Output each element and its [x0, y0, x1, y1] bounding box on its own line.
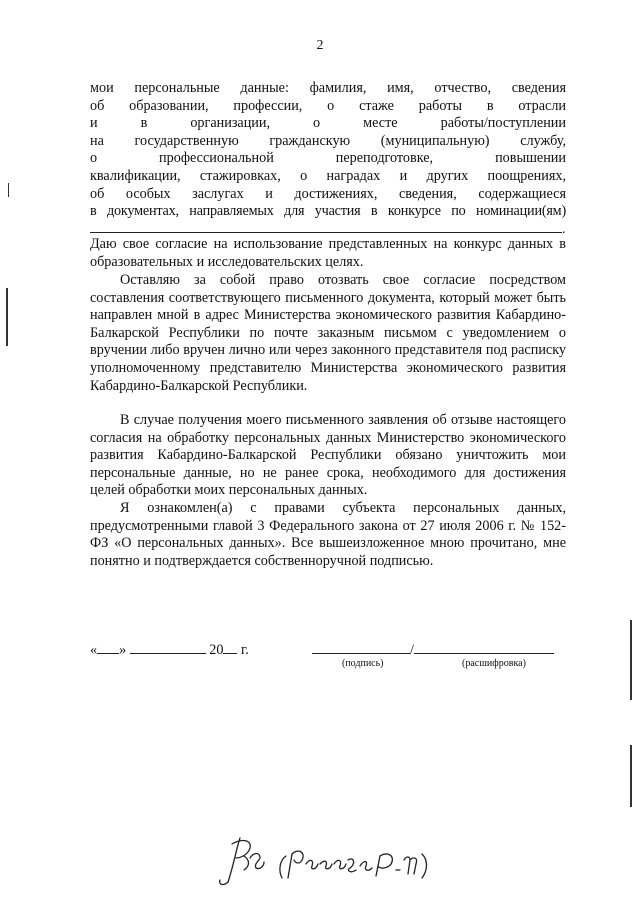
day-blank — [97, 641, 119, 654]
year-blank — [223, 641, 237, 654]
month-blank — [130, 641, 206, 654]
consent-paragraph-personal-data — [90, 80, 566, 221]
text-line: об образовании, профессии, о стаже работы в отрасли — [90, 97, 566, 114]
text-line: и в организации, о месте работы/поступлении — [90, 115, 566, 132]
text-line: в документах, направляемых для участия в конкурсе по номинации(ям) — [90, 203, 566, 220]
text-line: об особых заслугах и достижениях, сведения, содержащиеся — [90, 185, 566, 202]
date-field — [90, 641, 249, 659]
signature-caption: (подпись) — [342, 658, 384, 669]
fill-line-period: . — [562, 222, 566, 237]
page-number: 2 — [316, 38, 324, 53]
text-line: на государственную гражданскую (муниципальную) службу, — [90, 132, 566, 149]
decoding-blank — [414, 641, 554, 654]
withdrawal-processing-paragraph: В случае получения моего письменного заявления об отзыве настоящего согласия на обработку персональных данных Министерство экономического развития Кабардино-Балкарской Республики обязано уничтожить мои персональные данные, но не ранее срока, необходимого для достижения целей обработки моих персональных данных. — [90, 412, 566, 499]
date-open-quote: « — [90, 642, 98, 658]
signature-separator: / — [410, 642, 414, 658]
year-prefix: 20 — [209, 642, 224, 658]
handwritten-signature-image — [210, 830, 440, 890]
scan-margin-mark — [630, 620, 632, 700]
scan-margin-mark — [8, 183, 9, 197]
signature-blank — [312, 641, 410, 654]
text-line: мои персональные данные: фамилия, имя, отчество, сведения — [90, 80, 566, 96]
scan-margin-mark — [630, 745, 632, 807]
nomination-fill-line — [90, 232, 562, 233]
year-suffix: г. — [241, 642, 249, 658]
signature-field — [312, 641, 554, 659]
consent-use-paragraph: Даю свое согласие на использование представленных на конкурс данных в образовательных и исследовательских целях. — [90, 236, 566, 270]
date-close-quote: » — [119, 642, 127, 658]
acknowledgement-paragraph: Я ознакомлен(а) с правами субъекта персональных данных, предусмотренными главой 3 Федерального закона от 27 июля 2006 г. № 152-ФЗ «О персональных данных». Все вышеизложенное мною прочитано, мне понятно и подтверждается собственноручной подписью. — [90, 500, 566, 569]
text-line: квалификации, стажировках, о наградах и других поощрениях, — [90, 167, 566, 184]
scan-margin-mark — [6, 288, 8, 346]
text-line: о профессиональной переподготовке, повышении — [90, 150, 566, 167]
decoding-caption: (расшифровка) — [462, 658, 526, 669]
withdrawal-right-paragraph: Оставляю за собой право отозвать свое согласие посредством составления соответствующего письменного документа, который может быть направлен мной в адрес Министерства экономического развития Кабардино-Балкарской Республики по почте заказным письмом с уведомлением о вручении либо вручен лично или через законного представителя под расписку уполномоченному представителю Министерства экономического развития Кабардино-Балкарской Республики. — [90, 272, 566, 394]
